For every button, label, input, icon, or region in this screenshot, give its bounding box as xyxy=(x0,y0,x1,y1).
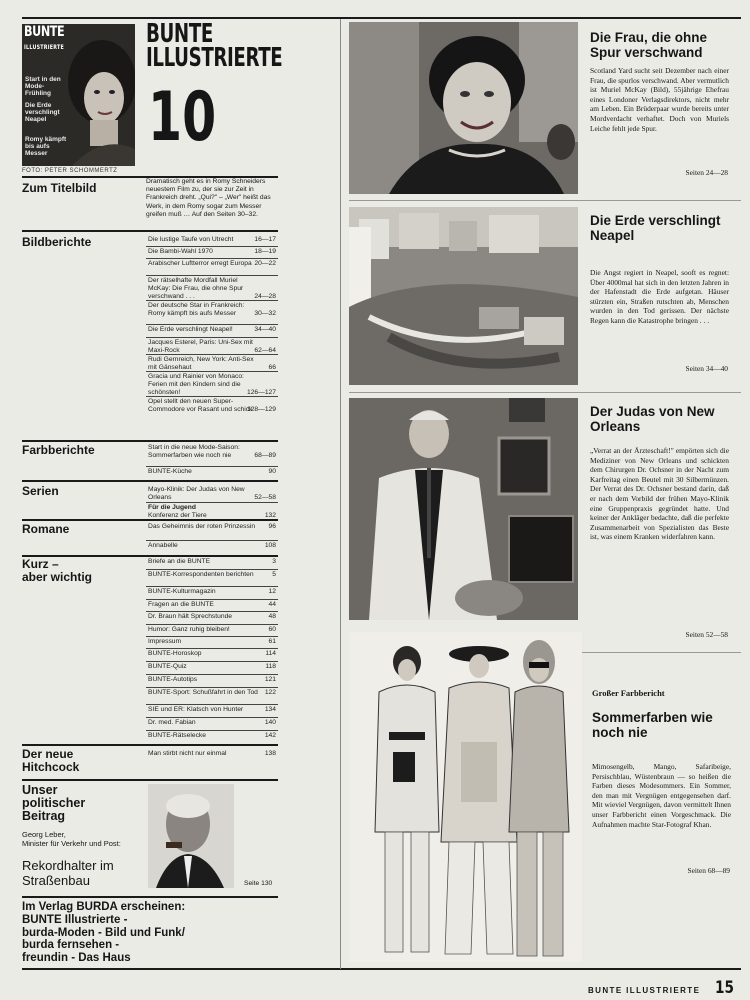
masthead: BUNTE ILLUSTRIERTE xyxy=(146,19,283,73)
toc-entry-divider xyxy=(146,337,278,338)
top-rule xyxy=(22,17,741,19)
toc-entry-divider xyxy=(146,275,278,276)
article-title-2[interactable]: Die Erde verschlingt Neapel xyxy=(590,213,721,243)
section-heading-titelbild: Zum Titelbild xyxy=(22,181,97,195)
article-kicker-4: Großer Farbbericht xyxy=(592,688,665,698)
article-divider xyxy=(349,392,741,393)
section-rule xyxy=(22,779,278,781)
toc-entry-divider xyxy=(146,648,278,649)
politik-pages: Seite 130 xyxy=(244,880,273,887)
article-title-4[interactable]: Sommerfarben wie noch nie xyxy=(592,710,713,740)
toc-entry-divider xyxy=(146,246,278,247)
toc-entry-serien[interactable]: Für die Jugend Konferenz der Tiere 132 xyxy=(148,504,276,520)
toc-entry-divider xyxy=(146,569,278,570)
article-body-4: Mimosengelb, Mango, Safaribeige, Persischblau, Wüstenbraun — so heißen die Farben dieses Modesommers. Ein Sommer, den man mit Vergnügen entgegensehen darf. Mit wieviel Vergnügen, davon vermittelt Ihnen unser Farbbericht einen Vorgeschmack. Die Aufnahmen machte Star-Fotograf Khan. xyxy=(592,762,731,829)
toc-entry-bildberichte[interactable]: Der deutsche Star in Frankreich: Romy kämpft bis aufs Messer 30—32 xyxy=(148,302,276,318)
toc-entry-bildberichte[interactable]: Arabischer Luftterror erregt Europa 20—22 xyxy=(148,260,276,267)
article-divider xyxy=(349,200,741,201)
toc-entry-kurz[interactable]: BUNTE-Korrespondenten berichten 5 xyxy=(148,571,276,578)
section-heading-serien: Serien xyxy=(22,484,59,498)
toc-entry-divider xyxy=(146,396,278,397)
article-pages-1: Seiten 24—28 xyxy=(685,168,728,177)
toc-entry-divider xyxy=(146,687,278,688)
toc-entry-kurz[interactable]: Dr. med. Fabian 140 xyxy=(148,719,276,726)
toc-entry-bildberichte[interactable]: Der rätselhafte Mordfall Muriel McKay: Die Frau, die ohne Spur verschwand . . . 24—28 xyxy=(148,277,276,301)
toc-entry-divider xyxy=(146,717,278,718)
politik-title: Rekordhalter im Straßenbau xyxy=(22,858,114,888)
bottom-rule xyxy=(22,968,741,970)
section-rule xyxy=(22,230,278,232)
footer-magazine-name: BUNTE ILLUSTRIERTE xyxy=(588,986,701,995)
toc-entry-divider xyxy=(146,258,278,259)
toc-entry-divider xyxy=(146,624,278,625)
toc-entry-kurz[interactable]: Humor: Ganz ruhig bleiben! 60 xyxy=(148,626,276,633)
section-heading-romane: Romane xyxy=(22,522,70,536)
toc-entry-divider xyxy=(146,586,278,587)
toc-entry-kurz[interactable]: BUNTE-Rätselecke 142 xyxy=(148,732,276,739)
toc-entry-bildberichte[interactable]: Gracia und Rainier von Monaco: Ferien mit den Kindern sind die schönsten! 126—127 xyxy=(148,373,276,397)
issue-number: 10 xyxy=(148,78,217,157)
toc-entry-divider xyxy=(146,599,278,600)
toc-entry-divider xyxy=(146,540,278,541)
toc-entry-divider xyxy=(146,324,278,325)
section-heading-kurz: Kurz – aber wichtig xyxy=(22,557,93,584)
cover-teaser-1: Start in den Mode-Frühling xyxy=(25,76,61,97)
cover-thumbnail xyxy=(22,24,135,166)
fashion-photo xyxy=(349,632,582,962)
cover-teaser-2: Die Erde verschlingt Neapel xyxy=(25,102,60,123)
toc-entry-bildberichte[interactable]: Rudi Gernreich, New York: Anti-Sex mit Gänsehaut 66 xyxy=(148,356,276,372)
toc-entry-divider xyxy=(146,611,278,612)
section-rule xyxy=(22,744,278,746)
toc-entry-farbberichte[interactable]: Start in die neue Mode-Saison: Sommerfarben wie noch nie 68—89 xyxy=(148,444,276,460)
toc-entry-divider xyxy=(146,636,278,637)
neapel-photo xyxy=(349,207,578,385)
toc-entry-divider xyxy=(146,371,278,372)
section-heading-bildberichte: Bildberichte xyxy=(22,235,92,249)
toc-entry-divider xyxy=(146,704,278,705)
verlag-block: Im Verlag BURDA erscheinen: BUNTE Illustrierte - burda-Moden - Bild und Funk/ burda fernsehen - freundin - Das Haus xyxy=(22,901,186,965)
toc-entry-divider xyxy=(146,466,278,467)
section-rule xyxy=(22,555,278,557)
section-rule xyxy=(22,440,278,442)
toc-entry-kurz[interactable]: BUNTE-Autotips 121 xyxy=(148,676,276,683)
toc-entry-divider xyxy=(146,730,278,731)
toc-entry-kurz[interactable]: Dr. Braun hält Sprechstunde 48 xyxy=(148,613,276,620)
toc-entry-romane[interactable]: Annabelle 108 xyxy=(148,542,276,549)
cover-logo: BUNTE ILLUSTRIERTE xyxy=(24,24,65,51)
section-rule xyxy=(22,896,278,898)
toc-entry-divider xyxy=(146,354,278,355)
toc-entry-bildberichte[interactable]: Opel stellt den neuen Super-Commodore vor Rasant und schick 128—129 xyxy=(148,398,276,414)
toc-entry-kurz[interactable]: BUNTE-Horoskop 114 xyxy=(148,650,276,657)
section-rule xyxy=(22,480,278,482)
toc-entry-kurz[interactable]: SIE und ER: Klatsch von Hunter 134 xyxy=(148,706,276,713)
toc-entry-kurz[interactable]: Fragen an die BUNTE 44 xyxy=(148,601,276,608)
column-divider xyxy=(340,19,341,969)
toc-entry-divider xyxy=(146,674,278,675)
article-title-3[interactable]: Der Judas von New Orleans xyxy=(590,404,715,434)
article-pages-4: Seiten 68—89 xyxy=(687,866,730,875)
article-body-3: „Verrat an der Ärzteschaft!" empörten sich die Mediziner von New Orleans und schickten dem Chirurgen Dr. Ochsner in der Nacht zum Karfreitag einen Beutel mit 30 Silbermünzen. Der Verrat des Dr. Ochsner bestand darin, daß er nach dem Vorbild der frühen Mayo-Klinik eine Gruppenpraxis gegründet hatte. Und keiner der Ankläger bedachte, daß die perfekte Zusammenarbeit von Spezialisten das Beste ist, was einem Kranken widerfahren kann. xyxy=(590,446,729,542)
section-heading-hitchcock: Der neue Hitchcock xyxy=(22,747,80,774)
toc-entry-farbberichte[interactable]: BUNTE-Küche 90 xyxy=(148,468,276,475)
article-body-2: Die Angst regiert in Neapel, sooft es regnet: Über 4000mal hat sich in den letzten Jahren in der Hafenstadt die Erde aufgetan. Häuser stürzten ein, Straßen rutschten ab, Menschen wurden in den Tod gerissen. Der nächste Regen kann die Katastrophe bringen . . . xyxy=(590,268,729,325)
toc-entry-bildberichte[interactable]: Die Bambi-Wahl 1970 18—19 xyxy=(148,248,276,255)
politik-person: Georg Leber, Minister für Verkehr und Post: xyxy=(22,830,121,848)
toc-entry-divider xyxy=(146,661,278,662)
toc-entry-serien[interactable]: Mayo-Klinik: Der Judas von New Orleans 52—58 xyxy=(148,486,276,502)
toc-entry-bildberichte[interactable]: Die lustige Taufe von Utrecht 16—17 xyxy=(148,236,276,243)
section-heading-politik: Unser politischer Beitrag xyxy=(22,783,86,823)
toc-entry-kurz[interactable]: BUNTE-Sport: Schußfahrt in den Tod 122 xyxy=(148,689,276,696)
article-pages-3: Seiten 52—58 xyxy=(685,630,728,639)
article-pages-2: Seiten 34—40 xyxy=(685,364,728,373)
toc-entry-bildberichte[interactable]: Jacques Esterel, Paris: Uni-Sex mit Maxi-Rock 62—64 xyxy=(148,339,276,355)
toc-entry-hitchcock[interactable]: Man stirbt nicht nur einmal 138 xyxy=(148,750,276,757)
section-heading-farbberichte: Farbberichte xyxy=(22,443,95,457)
toc-entry-romane[interactable]: Das Geheimnis der roten Prinzessin 96 xyxy=(148,523,276,530)
article-title-1[interactable]: Die Frau, die ohne Spur verschwand xyxy=(590,30,708,60)
toc-entry-kurz[interactable]: Briefe an die BUNTE 3 xyxy=(148,558,276,565)
photo-credit: FOTO: PETER SCHOMMERTZ xyxy=(22,168,118,174)
toc-entry-divider xyxy=(146,502,278,503)
cover-teaser-3: Romy kämpft bis aufs Messer xyxy=(25,136,67,157)
toc-entry-bildberichte[interactable]: Die Erde verschlingt Neapel! 34—40 xyxy=(148,326,276,333)
page-number: 15 xyxy=(715,978,734,998)
toc-entry-kurz[interactable]: Impressum 61 xyxy=(148,638,276,645)
toc-entry-divider xyxy=(146,300,278,301)
toc-entry-kurz[interactable]: BUNTE-Kulturmagazin 12 xyxy=(148,588,276,595)
article-body-1: Scotland Yard sucht seit Dezember nach einer Frau, die spurlos verschwand. Aber vermutlich ist Muriel McKay (Bild), 55jährige Ehefrau eines Londoner Verlagsdirektors, nicht mehr am Leben. Ein Brüderpaar wurde bereits unter Mordverdacht verhaftet. Doch von Muriels Leiche fehlt jede Spur. xyxy=(590,66,729,133)
titelbild-text: Dramatisch geht es in Romy Schneiders neuestem Film zu, der sie zur Zeit in Frankreich dreht. „Qui?" – „Wer" heißt das Werk, in dem Romy sogar zum Messer greifen muß … Auf den Seiten 30–32. xyxy=(146,178,271,218)
muriel-mckay-photo xyxy=(349,22,578,194)
toc-entry-kurz[interactable]: BUNTE-Quiz 118 xyxy=(148,663,276,670)
ochsner-photo xyxy=(349,398,578,620)
leber-portrait-image xyxy=(148,784,234,888)
